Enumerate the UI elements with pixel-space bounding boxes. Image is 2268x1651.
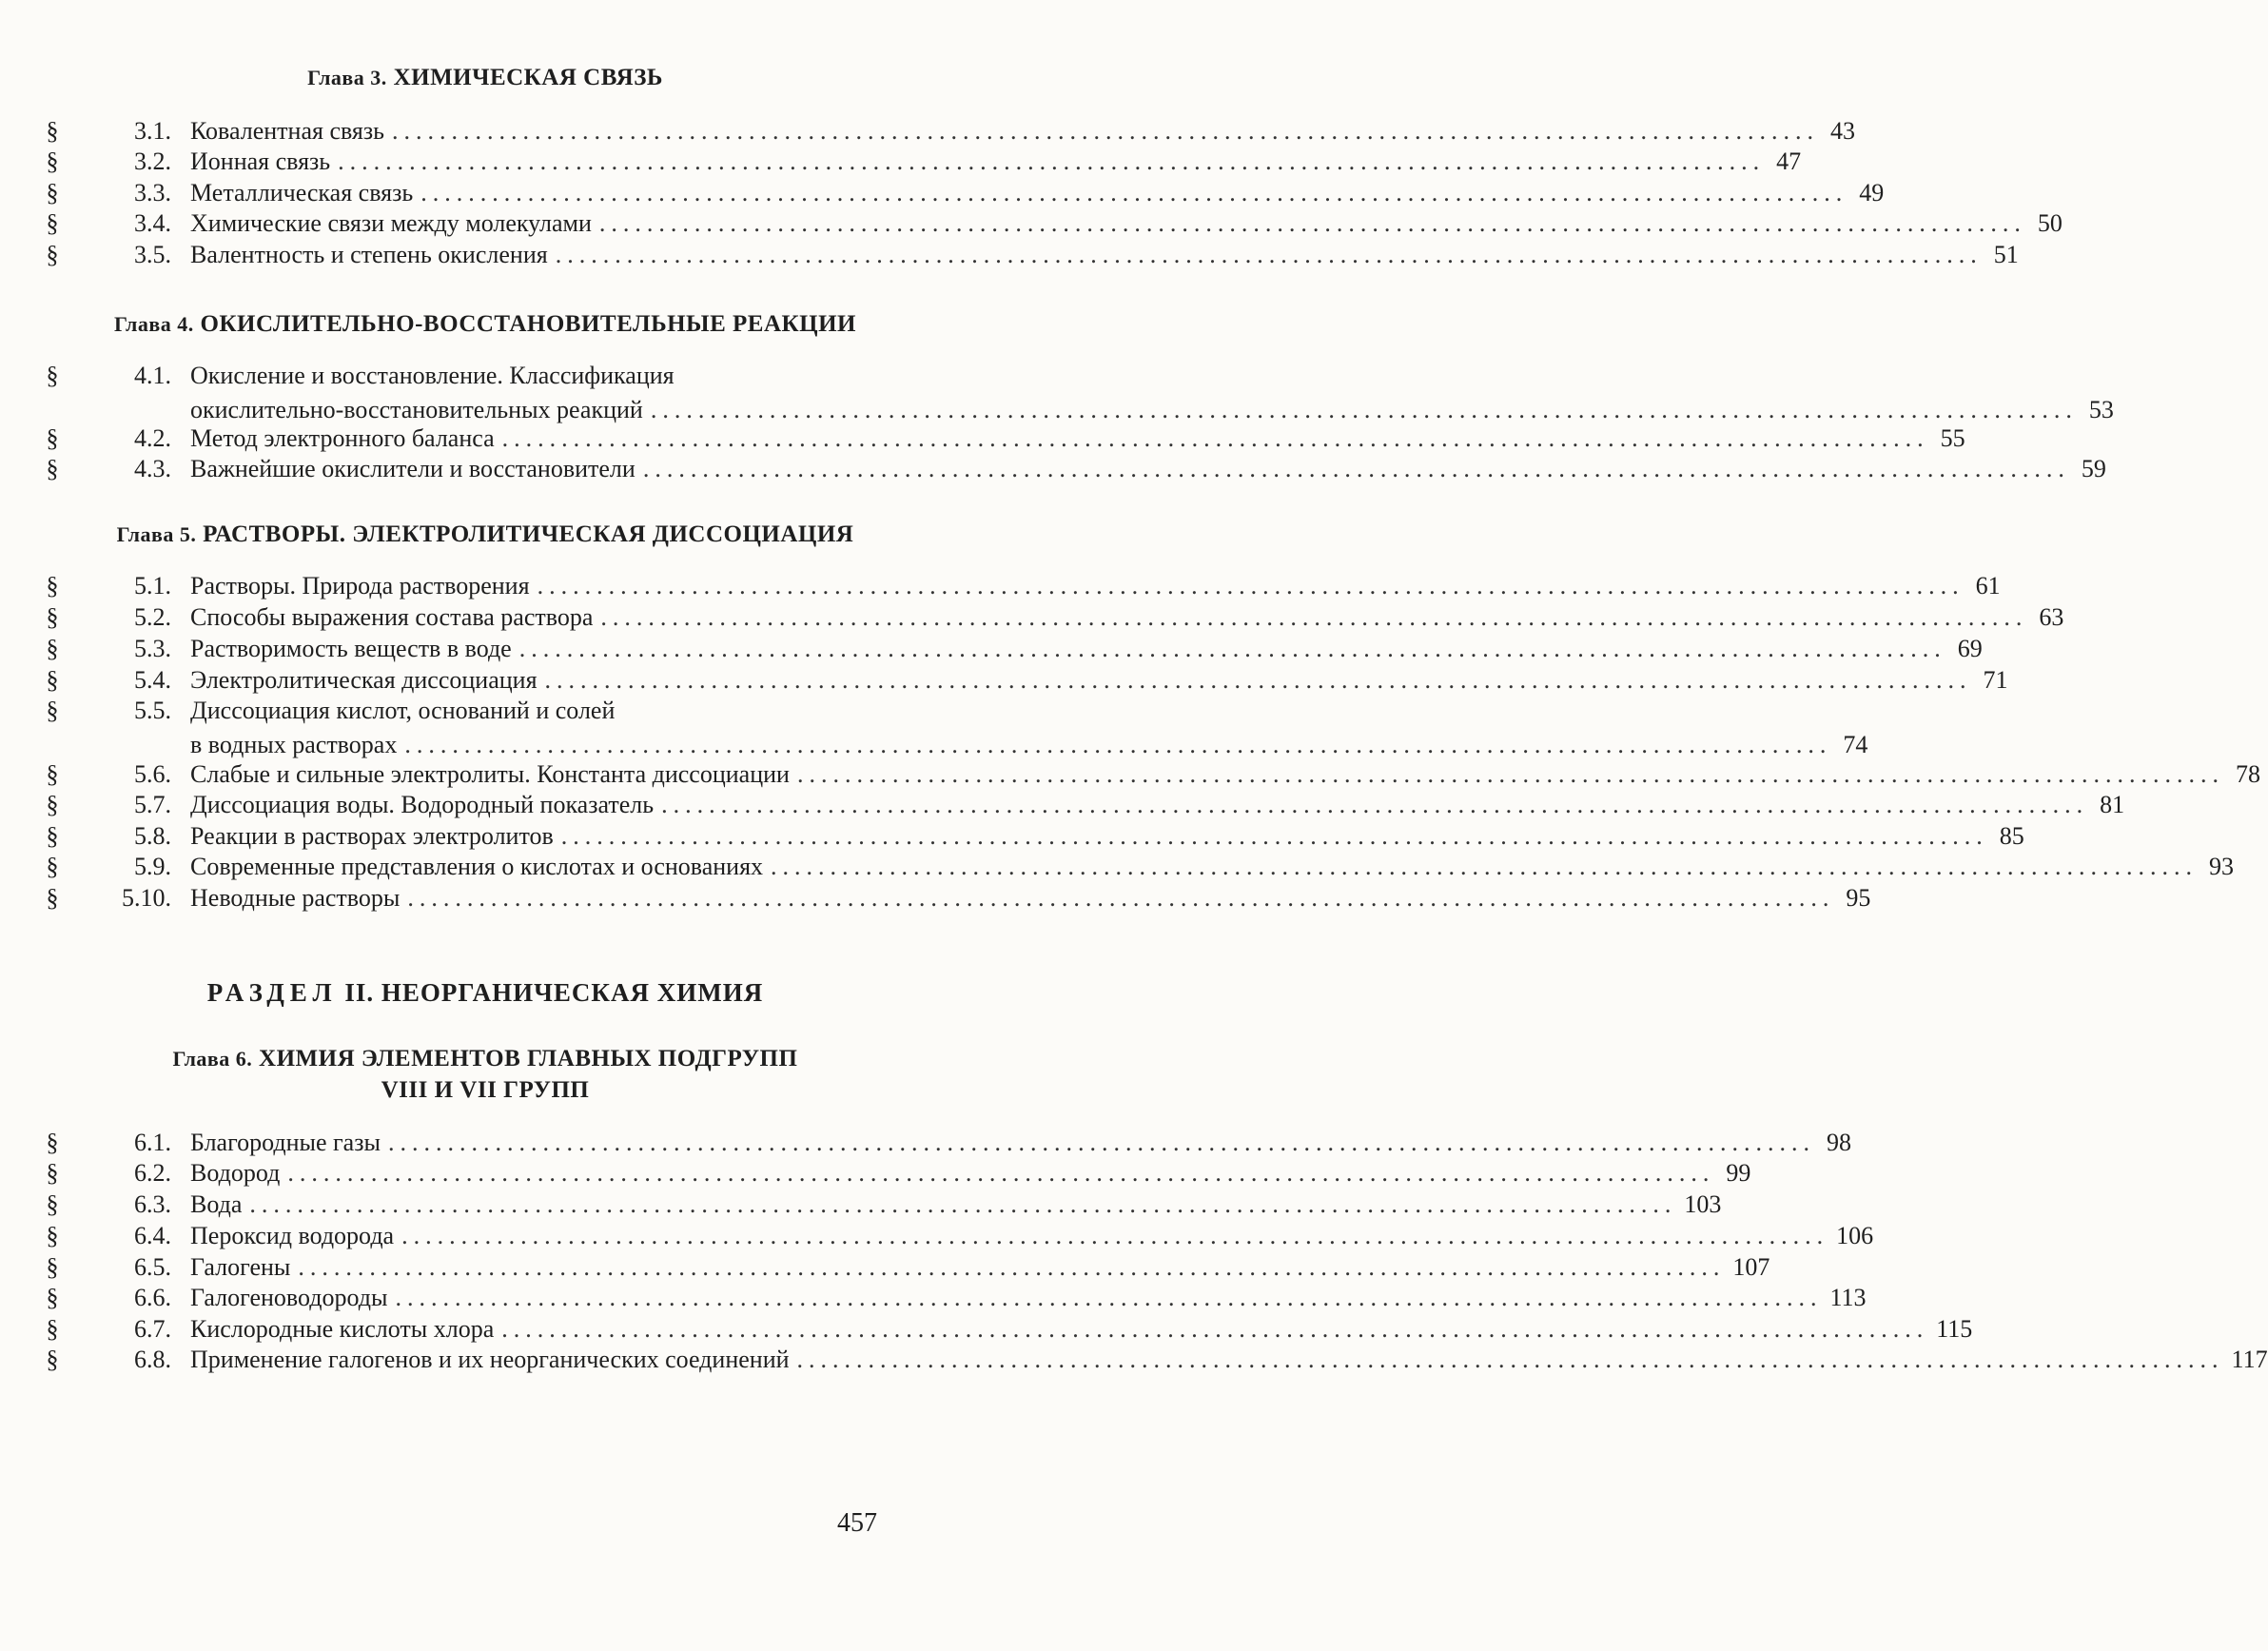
leader-dots: ........................................................................................................................ — [598, 209, 2026, 237]
entry-page: 85 — [1999, 822, 2024, 850]
entry-title: Метод электронного баланса — [190, 424, 495, 452]
chapter-label: Глава 4. — [113, 312, 194, 336]
entry-page: 117 — [2231, 1346, 2268, 1373]
entry-page: 59 — [2081, 455, 2106, 482]
entry-page: 106 — [1836, 1222, 1874, 1249]
entry-page: 113 — [1829, 1284, 1867, 1311]
entry-title: Благородные газы — [190, 1129, 381, 1156]
entry-page: 55 — [1940, 424, 1965, 452]
section-sign: § — [46, 1284, 59, 1311]
toc-entry-4-2[interactable] — [43, 422, 1965, 456]
toc-entry-6-3[interactable] — [43, 1188, 1722, 1222]
leader-dots: ........................................................................................................................ — [796, 760, 2224, 788]
entry-number: 6.1. — [134, 1129, 171, 1156]
section-sign: § — [46, 179, 59, 206]
entry-title: Галогеноводороды — [190, 1284, 388, 1311]
leader-dots: ........................................................................................................................ — [537, 572, 1965, 599]
chapter-label: Глава 3. — [307, 66, 387, 89]
leader-dots: ........................................................................................................................ — [392, 117, 1820, 145]
entry-title-line1: Диссоциация кислот, оснований и солей — [190, 697, 616, 724]
entry-page: 50 — [2037, 209, 2063, 237]
entry-title: Современные представления о кислотах и основаниях — [190, 853, 764, 880]
section-sign: § — [46, 1190, 59, 1218]
section-sign: § — [46, 117, 59, 145]
toc-entry-5-8[interactable] — [43, 819, 2024, 854]
entry-number: 5.10. — [122, 884, 171, 912]
toc-entry-5-3[interactable] — [43, 632, 1983, 666]
toc-entry-6-4[interactable] — [43, 1219, 1874, 1253]
entry-number: 5.4. — [134, 666, 171, 694]
entry-number: 5.2. — [134, 603, 171, 631]
section-title: II. НЕОРГАНИЧЕСКАЯ ХИМИЯ — [344, 978, 764, 1007]
entry-title: Неводные растворы — [190, 884, 401, 912]
toc-entry-6-1[interactable] — [43, 1126, 1851, 1160]
entry-title: Водород — [190, 1159, 281, 1187]
entry-page: 95 — [1846, 884, 1871, 912]
leader-dots: ........................................................................................................................ — [796, 1346, 2224, 1373]
section-sign: § — [46, 697, 59, 724]
leader-dots: ........................................................................................................................ — [387, 1129, 1815, 1156]
section-sign: § — [46, 1222, 59, 1249]
entry-page: 98 — [1826, 1129, 1851, 1156]
entry-page: 63 — [2039, 603, 2064, 631]
section-sign: § — [46, 1159, 59, 1187]
leader-dots: ........................................................................................................................ — [395, 1284, 1823, 1311]
toc-entry-4-3[interactable] — [43, 452, 2106, 486]
entry-number: 5.7. — [134, 791, 171, 818]
entry-title: Растворы. Природа растворения — [190, 572, 530, 599]
section-sign: § — [46, 147, 59, 175]
entry-number: 5.6. — [134, 760, 171, 788]
entry-number: 5.9. — [134, 853, 171, 880]
entry-number: 3.5. — [134, 241, 171, 268]
toc-entry-3-4[interactable] — [43, 206, 2063, 241]
entry-title: Слабые и сильные электролиты. Константа диссоциации — [190, 760, 790, 788]
toc-entry-5-6[interactable] — [43, 757, 2260, 792]
entry-number: 5.3. — [134, 635, 171, 662]
entry-page: 103 — [1684, 1190, 1722, 1218]
entry-number: 4.1. — [134, 362, 171, 389]
entry-page: 47 — [1776, 147, 1802, 175]
entry-number: 3.3. — [134, 179, 171, 206]
toc-entry-5-4[interactable] — [43, 663, 2008, 698]
toc-entry-5-9[interactable] — [43, 850, 2235, 884]
leader-dots: ........................................................................................................................ — [287, 1159, 1715, 1187]
entry-page: 107 — [1732, 1253, 1770, 1281]
entry-number: 6.4. — [134, 1222, 171, 1249]
leader-dots: ........................................................................................................................ — [544, 666, 1972, 694]
chapter-6-heading — [57, 1046, 913, 1072]
section-sign: § — [46, 884, 59, 912]
entry-title: Валентность и степень окисления — [190, 241, 548, 268]
entry-title: Диссоциация воды. Водородный показатель — [190, 791, 655, 818]
leader-dots: ........................................................................................................................ — [404, 731, 1832, 758]
section-sign: § — [46, 209, 59, 237]
toc-entry-5-10[interactable] — [43, 881, 1871, 915]
toc-entry-6-7[interactable] — [43, 1312, 1973, 1346]
leader-dots: ........................................................................................................................ — [249, 1190, 1677, 1218]
entry-page: 61 — [1975, 572, 2001, 599]
toc-entry-6-6[interactable] — [43, 1281, 1867, 1315]
chapter-title: РАСТВОРЫ. ЭЛЕКТРОЛИТИЧЕСКАЯ ДИССОЦИАЦИЯ — [203, 521, 854, 547]
entry-page: 53 — [2088, 396, 2114, 423]
entry-page: 99 — [1726, 1159, 1751, 1187]
chapter-title-line2: VIII И VII ГРУПП — [381, 1077, 590, 1103]
entry-number: 4.2. — [134, 424, 171, 452]
entry-number: 6.5. — [134, 1253, 171, 1281]
section-sign: § — [46, 241, 59, 268]
toc-entry-6-8[interactable] — [43, 1343, 2268, 1377]
chapter-5-heading — [57, 521, 913, 548]
toc-entry-6-2[interactable] — [43, 1156, 1751, 1190]
section-sign: § — [46, 572, 59, 599]
chapter-title: ХИМИЧЕСКАЯ СВЯЗЬ — [393, 65, 663, 90]
toc-entry-3-3[interactable] — [43, 176, 1885, 210]
toc-entry-3-5[interactable] — [43, 238, 2019, 272]
chapter-title: ХИМИЯ ЭЛЕМЕНТОВ ГЛАВНЫХ ПОДГРУПП — [259, 1046, 798, 1071]
entry-title: Растворимость веществ в воде — [190, 635, 512, 662]
entry-number: 6.7. — [134, 1315, 171, 1343]
entry-title: Способы выражения состава раствора — [190, 603, 594, 631]
section-sign: § — [46, 1129, 59, 1156]
entry-title: окислительно-восстановительных реакций — [190, 396, 643, 423]
entry-page: 78 — [2235, 760, 2260, 788]
section-label: РАЗДЕЛ — [206, 978, 338, 1007]
toc-entry-3-1[interactable] — [43, 114, 1856, 148]
entry-title: Ионная связь — [190, 147, 331, 175]
section-sign: § — [46, 635, 59, 662]
section-sign: § — [46, 853, 59, 880]
entry-page: 74 — [1843, 731, 1868, 758]
leader-dots: ........................................................................................................................ — [661, 791, 2089, 818]
entry-title: Пероксид водорода — [190, 1222, 395, 1249]
entry-title: Применение галогенов и их неорганических соединений — [190, 1346, 790, 1373]
leader-dots: ........................................................................................................................ — [555, 241, 1983, 268]
section-sign: § — [46, 760, 59, 788]
entry-page: 51 — [1993, 241, 2019, 268]
leader-dots: ........................................................................................................................ — [518, 635, 1946, 662]
section-sign: § — [46, 603, 59, 631]
entry-number: 6.3. — [134, 1190, 171, 1218]
leader-dots: ........................................................................................................................ — [501, 1315, 1929, 1343]
leader-dots: ........................................................................................................................ — [298, 1253, 1726, 1281]
entry-number: 6.2. — [134, 1159, 171, 1187]
entry-title: Вода — [190, 1190, 243, 1218]
page-number: 457 — [837, 1508, 877, 1538]
toc-entry-5-5[interactable] — [43, 694, 1868, 762]
section-sign: § — [46, 1253, 59, 1281]
leader-dots: ........................................................................................................................ — [642, 455, 2070, 482]
entry-title: Металлическая связь — [190, 179, 414, 206]
entry-title: Кислородные кислоты хлора — [190, 1315, 495, 1343]
section-sign: § — [46, 791, 59, 818]
entry-title: Галогены — [190, 1253, 291, 1281]
toc-entry-5-2[interactable] — [43, 600, 2064, 635]
entry-title: Электролитическая диссоциация — [190, 666, 538, 694]
entry-page: 69 — [1957, 635, 1983, 662]
section-sign: § — [46, 424, 59, 452]
entry-number: 3.4. — [134, 209, 171, 237]
chapter-3-heading — [57, 65, 913, 91]
section-sign: § — [46, 666, 59, 694]
entry-number: 5.1. — [134, 572, 171, 599]
entry-number: 5.8. — [134, 822, 171, 850]
toc-entry-4-1[interactable] — [43, 359, 2114, 427]
entry-title: Реакции в растворах электролитов — [190, 822, 554, 850]
toc-entry-3-2[interactable] — [43, 145, 1802, 179]
leader-dots: ........................................................................................................................ — [401, 1222, 1829, 1249]
leader-dots: ........................................................................................................................ — [560, 822, 1988, 850]
entry-number: 6.6. — [134, 1284, 171, 1311]
toc-entry-5-1[interactable] — [43, 569, 2001, 603]
section-sign: § — [46, 822, 59, 850]
entry-number: 4.3. — [134, 455, 171, 482]
entry-number: 5.5. — [134, 697, 171, 724]
entry-title: Важнейшие окислители и восстановители — [190, 455, 635, 482]
section-sign: § — [46, 455, 59, 482]
chapter-6-heading-line2 — [57, 1077, 913, 1104]
entry-page: 71 — [1983, 666, 2008, 694]
leader-dots: ........................................................................................................................ — [600, 603, 2028, 631]
leader-dots: ........................................................................................................................ — [338, 147, 1766, 175]
entry-title: Химические связи между молекулами — [190, 209, 592, 237]
leader-dots: ........................................................................................................................ — [420, 179, 1848, 206]
section-sign: § — [46, 1315, 59, 1343]
toc-entry-6-5[interactable] — [43, 1250, 1770, 1285]
entry-number: 3.1. — [134, 117, 171, 145]
entry-page: 49 — [1859, 179, 1885, 206]
entry-title-line1: Окисление и восстановление. Классификация — [190, 362, 675, 389]
entry-number: 6.8. — [134, 1346, 171, 1373]
chapter-title: ОКИСЛИТЕЛЬНО-ВОССТАНОВИТЕЛЬНЫЕ РЕАКЦИИ — [200, 311, 856, 337]
chapter-label: Глава 6. — [172, 1047, 253, 1071]
leader-dots: ........................................................................................................................ — [650, 396, 2078, 423]
entry-page: 43 — [1830, 117, 1856, 145]
entry-number: 3.2. — [134, 147, 171, 175]
entry-page: 115 — [1936, 1315, 1973, 1343]
leader-dots: ........................................................................................................................ — [407, 884, 1835, 912]
chapter-4-heading — [57, 311, 913, 338]
entry-page: 81 — [2100, 791, 2125, 818]
section-heading — [57, 978, 913, 1008]
chapter-label: Глава 5. — [116, 522, 197, 546]
section-sign: § — [46, 362, 59, 389]
leader-dots: ........................................................................................................................ — [771, 853, 2199, 880]
section-sign: § — [46, 1346, 59, 1373]
entry-page: 93 — [2209, 853, 2235, 880]
entry-title: в водных растворах — [190, 731, 398, 758]
toc-entry-5-7[interactable] — [43, 788, 2125, 822]
entry-title: Ковалентная связь — [190, 117, 385, 145]
leader-dots: ........................................................................................................................ — [501, 424, 1929, 452]
